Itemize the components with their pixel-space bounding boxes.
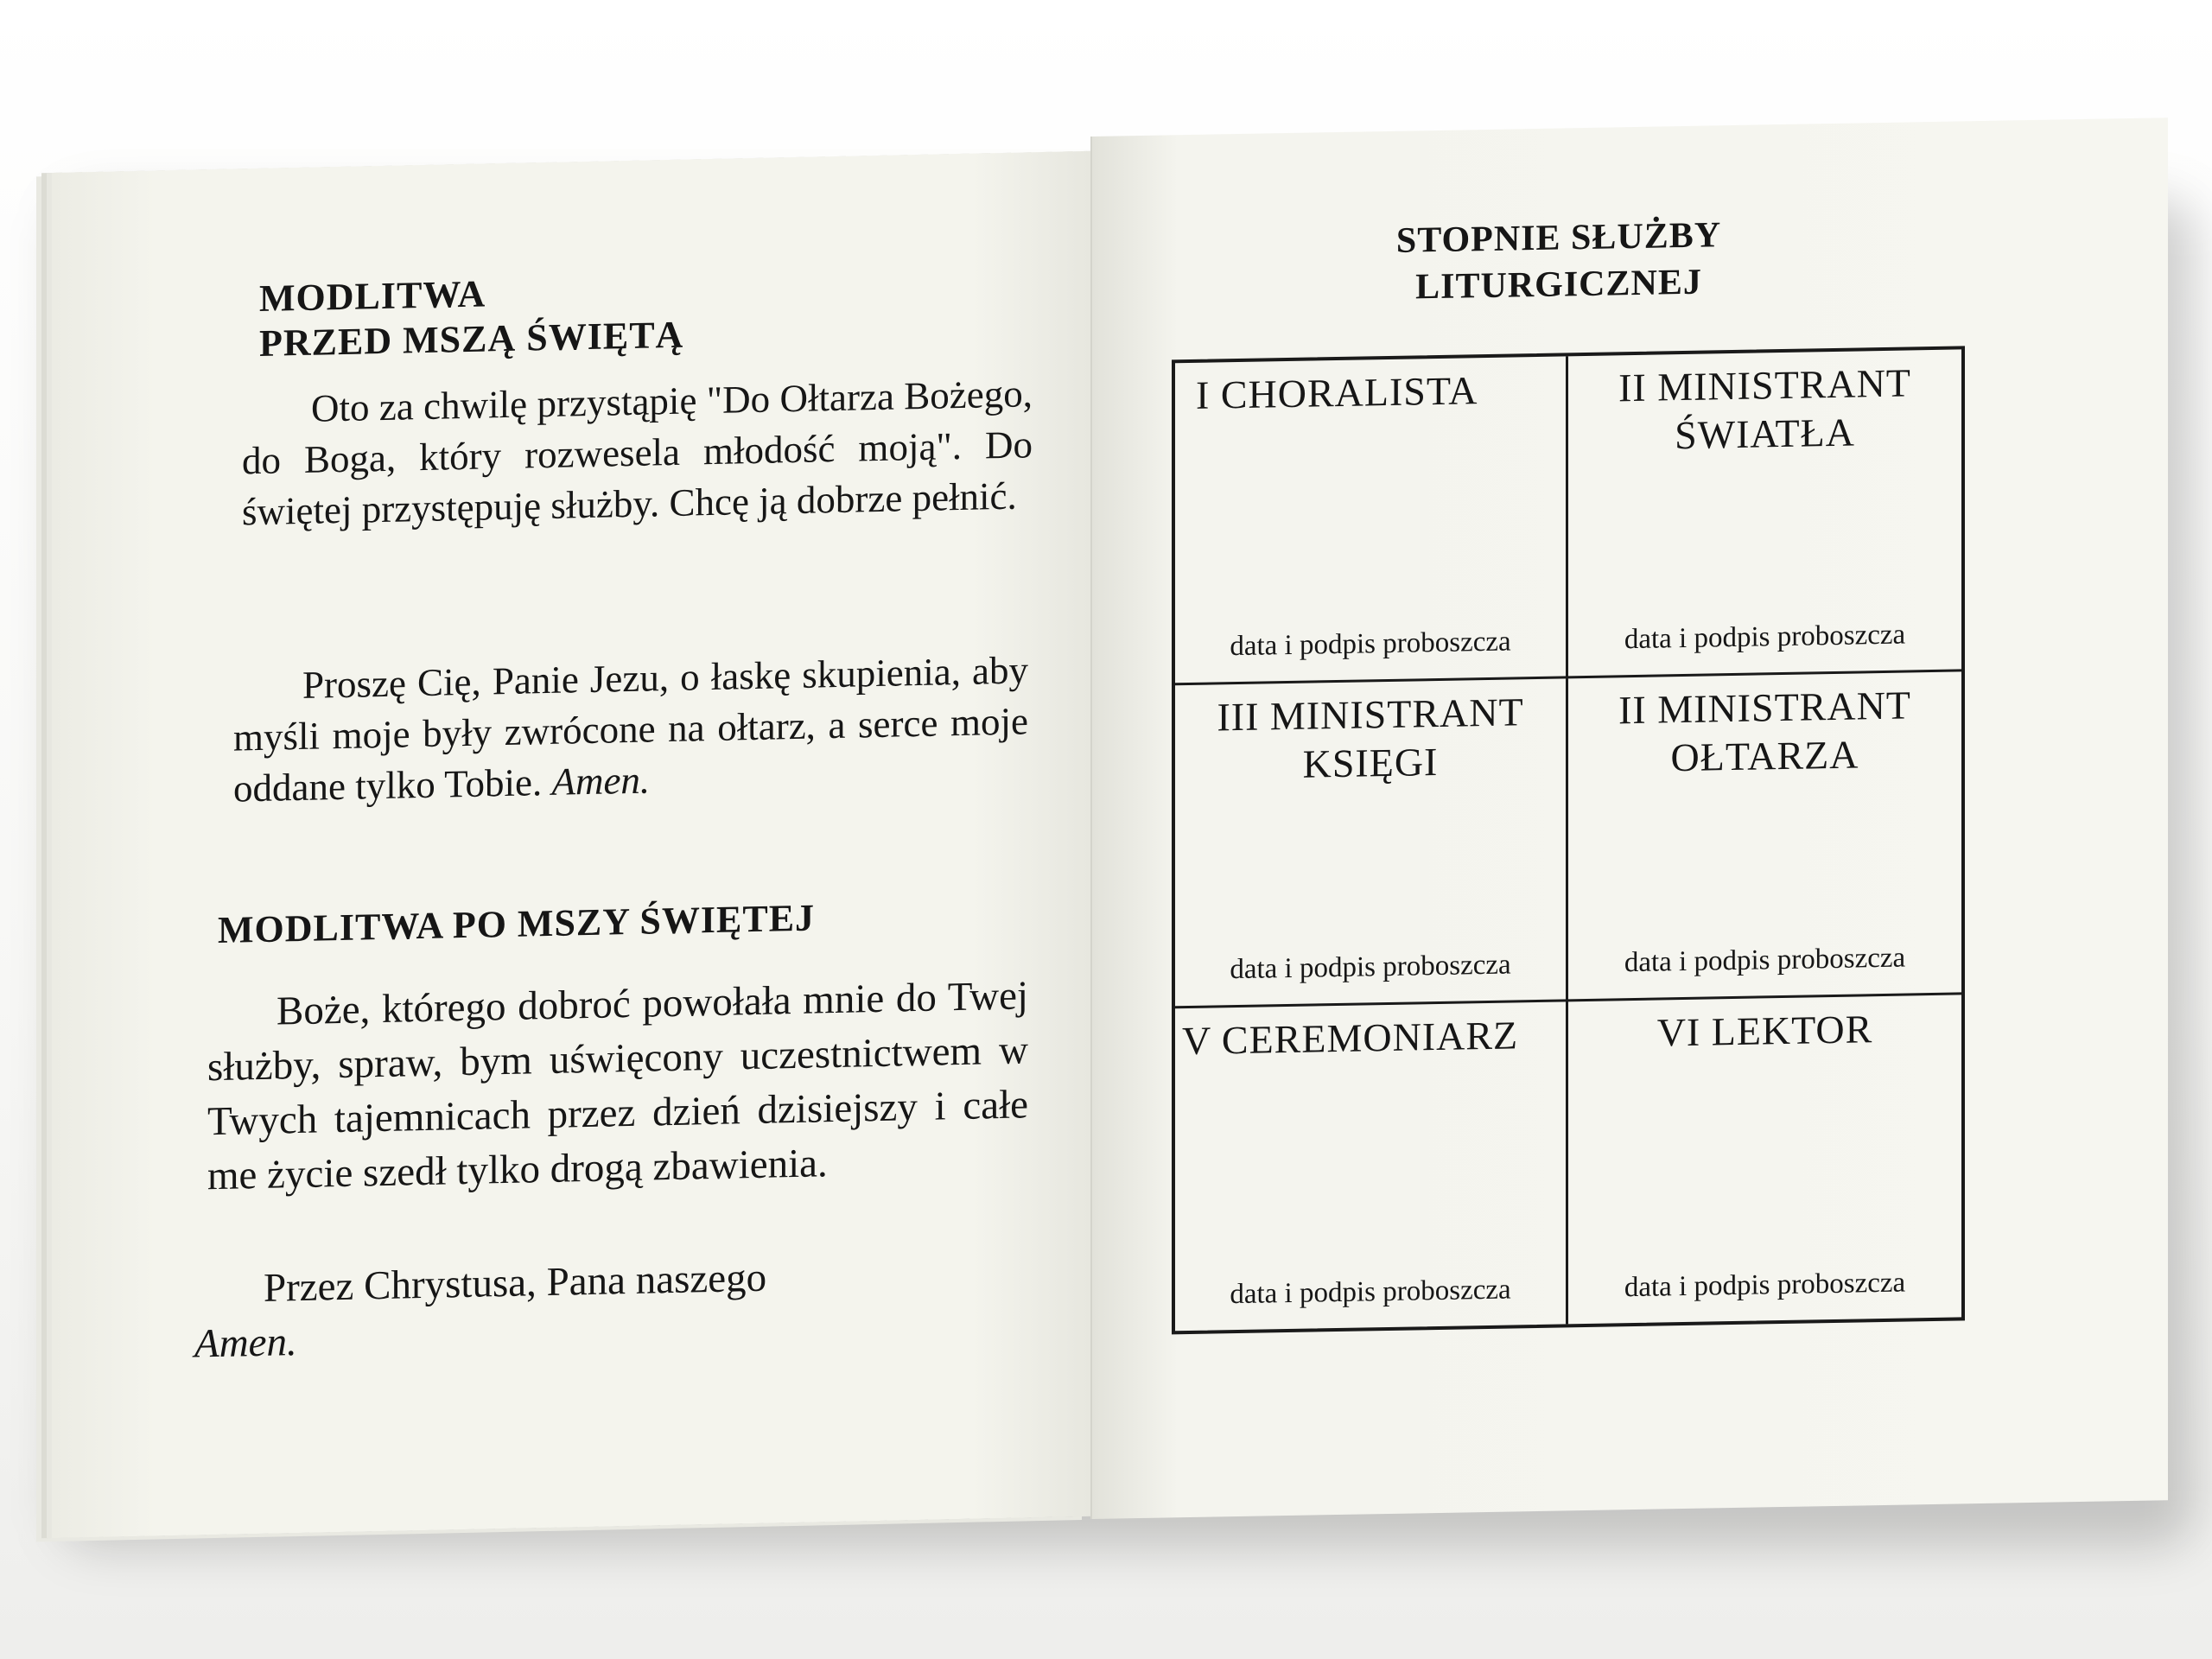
right-page: [1090, 118, 2168, 1519]
paragraph-text: Boże, którego dobroć powołała mnie do Twej służby, spraw, bym uświęcony uczestnictwem w Twych tajemnicach przez dzień dzisiejszy i całe me życie szedł tylko drogą zbawienia.: [207, 973, 1028, 1199]
grade-title: II MINISTRANT OŁTARZA: [1618, 683, 1911, 780]
grade-title: VI LEKTOR: [1656, 1006, 1873, 1055]
signature-label: data i podpis proboszcza: [1230, 1274, 1511, 1311]
grade-title: III MINISTRANT KSIĘGI: [1217, 690, 1524, 787]
signature-label: data i podpis proboszcza: [1624, 942, 1906, 978]
signature-label: data i podpis proboszcza: [1230, 626, 1511, 663]
heading-after-mass: MODLITWA PO MSZY ŚWIĘTEJ: [218, 896, 816, 951]
grade-title: I CHORALISTA: [1196, 368, 1478, 417]
grade-cell: [1568, 349, 1961, 678]
prayer-paragraph-4: [194, 1245, 1024, 1371]
paragraph-text: Proszę Cię, Panie Jezu, o łaskę skupienia, aby myśli moje były zwrócone na ołtarz, a serce moje oddane tylko Tobie.: [233, 648, 1028, 810]
paragraph-text: Przez Chrystusa, Pana naszego: [264, 1255, 767, 1311]
grade-cell: [1175, 679, 1568, 1008]
heading-line: PRZED MSZĄ ŚWIĘTĄ: [259, 313, 684, 365]
grade-cell: [1568, 995, 1961, 1324]
signature-label: data i podpis proboszcza: [1624, 1267, 1906, 1304]
prayer-paragraph-1: [242, 368, 1033, 537]
grade-title: V CEREMONIARZ: [1182, 1013, 1519, 1063]
paragraph-text: Oto za chwilę przystąpię "Do Ołtarza Bożego, do Boga, który rozwesela młodość moją". Do świętej przystępuję służby. Chcę ją dobrze pełnić.: [242, 372, 1033, 534]
grade-cell: [1568, 672, 1961, 1001]
prayer-paragraph-2: [233, 645, 1028, 814]
amen-text: Amen.: [551, 758, 651, 804]
left-page: [52, 151, 1097, 1538]
signature-label: data i podpis proboszcza: [1230, 949, 1511, 985]
grade-title: II MINISTRANT ŚWIATŁA: [1618, 360, 1911, 458]
heading-line: MODLITWA: [259, 272, 486, 320]
grades-title: [1334, 211, 1783, 312]
amen-text: Amen.: [194, 1319, 297, 1367]
heading-before-mass: [259, 268, 683, 366]
grade-cell: [1175, 356, 1568, 685]
grade-cell: [1175, 1001, 1568, 1331]
signature-label: data i podpis proboszcza: [1624, 619, 1906, 656]
title-line: LITURGICZNEJ: [1415, 262, 1702, 308]
prayer-paragraph-3: [207, 969, 1028, 1204]
title-line: STOPNIE SŁUŻBY: [1395, 215, 1722, 261]
grades-table: [1172, 346, 1965, 1334]
